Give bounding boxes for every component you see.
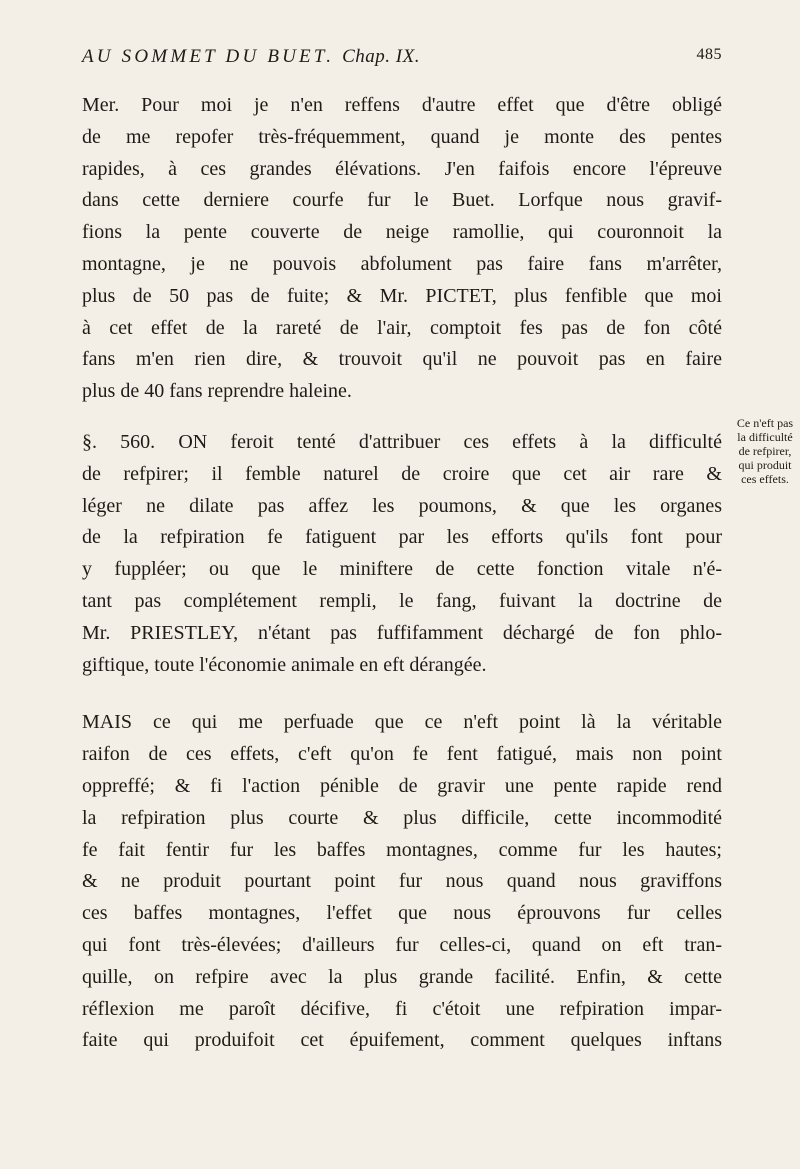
- text-line: de refpirer; il femble naturel de croire que cet air rare &: [82, 462, 722, 485]
- margin-note: [730, 416, 800, 486]
- text-line: rapides, à ces grandes élévations. J'en faifois encore l'épreuve: [82, 157, 722, 180]
- chapter-label: Chap. IX.: [342, 46, 420, 67]
- margin-note-line: qui produit: [738, 458, 792, 472]
- text-line: & ne produit pourtant point fur nous quand nous graviffons: [82, 870, 722, 893]
- text-line: réflexion me paroît décifive, fi c'étoit une refpiration impar-: [82, 997, 722, 1020]
- text-line: MAIS ce qui me perfuade que ce n'eft point là la véritable: [82, 711, 722, 734]
- body-text: [82, 90, 722, 1057]
- text-line: oppreffé; & fi l'action pénible de gravir une pente rapide rend: [82, 774, 722, 797]
- text-line: Mer. Pour moi je n'en reffens d'autre effet que d'être obligé: [82, 94, 722, 116]
- text-line: faite qui produifoit cet épuifement, comment quelques inftans: [82, 1029, 722, 1052]
- text-line: giftique, toute l'économie animale en eft dérangée.: [82, 653, 487, 676]
- margin-note-line: Ce n'eft pas: [736, 416, 794, 430]
- text-line: montagne, je ne pouvois abfolument pas faire fans m'arrêter,: [82, 252, 722, 275]
- page-number: 485: [696, 46, 722, 63]
- running-header: [82, 46, 722, 76]
- text-line: de la refpiration fe fatiguent par les efforts qu'ils font pour: [82, 526, 722, 549]
- text-line: dans cette derniere courfe fur le Buet. Lorfque nous gravif-: [82, 189, 722, 212]
- margin-note-line: ces effets.: [741, 472, 789, 486]
- text-line: Mr. PRIESTLEY, n'étant pas fuffifamment déchargé de fon phlo-: [82, 621, 722, 644]
- text-line: léger ne dilate pas affez les poumons, & que les organes: [82, 494, 722, 517]
- text-line: à cet effet de la rareté de l'air, comptoit fes pas de fon côté: [82, 316, 722, 339]
- paragraph-1: [82, 90, 722, 408]
- text-line: la refpiration plus courte & plus difficile, cette incommodité: [82, 806, 722, 829]
- running-title: AU SOMMET DU BUET. Chap. IX.: [82, 46, 420, 67]
- text-line: quille, on refpire avec la plus grande facilité. Enfin, & cette: [82, 965, 722, 988]
- paragraph-560: [82, 427, 722, 681]
- text-line: plus de 40 fans reprendre haleine.: [82, 380, 352, 403]
- text-line: y fuppléer; ou que le miniftere de cette fonction vitale n'é-: [82, 558, 722, 581]
- text-line: §. 560. ON feroit tenté d'attribuer ces effets à la difficulté: [82, 430, 722, 453]
- margin-note-line: la difficulté: [737, 430, 793, 444]
- text-line: fe fait fentir fur les baffes montagnes, comme fur les hautes;: [82, 838, 722, 861]
- text-line: qui font très-élevées; d'ailleurs fur celles-ci, quand on eft tran-: [82, 933, 722, 956]
- text-line: de me repofer très-fréquemment, quand je monte des pentes: [82, 125, 722, 148]
- text-line: fans m'en rien dire, & trouvoit qu'il ne pouvoit pas en faire: [82, 348, 722, 371]
- text-line: raifon de ces effets, c'eft qu'on fe fent fatigué, mais non point: [82, 743, 722, 766]
- text-line: plus de 50 pas de fuite; & Mr. PICTET, plus fenfible que moi: [82, 284, 722, 307]
- text-line: fions la pente couverte de neige ramollie, qui couronnoit la: [82, 221, 722, 244]
- text-line: tant pas complétement rempli, le fang, fuivant la doctrine de: [82, 589, 722, 612]
- paragraph-3: [82, 707, 722, 1057]
- margin-note-line: de refpirer,: [738, 444, 792, 458]
- text-line: ces baffes montagnes, l'effet que nous éprouvons fur celles: [82, 902, 722, 925]
